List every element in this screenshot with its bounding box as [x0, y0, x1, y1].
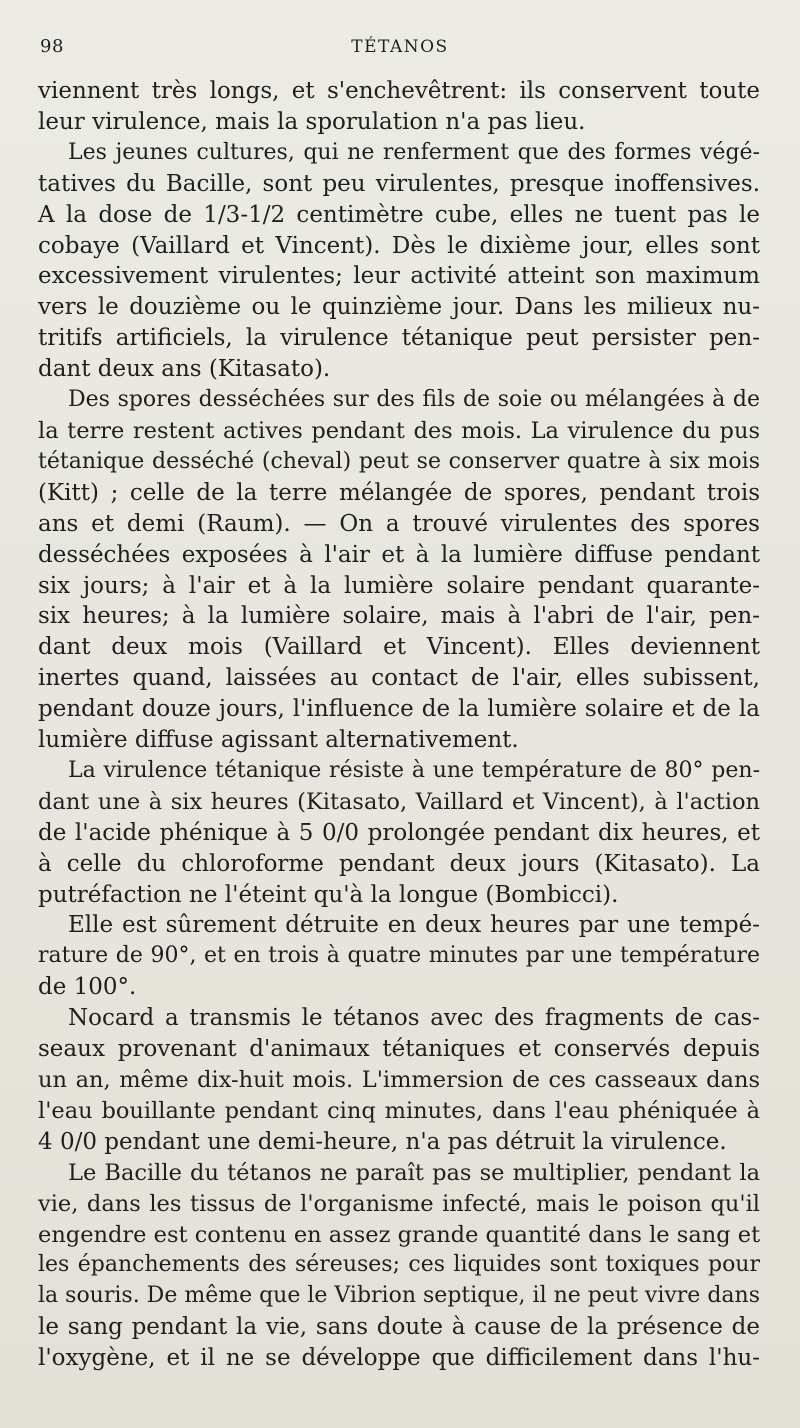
- text-line: Des spores desséchées sur des fils de soie ou mélangées à de: [68, 387, 760, 413]
- text-line: A la dose de 1/3-1/2 centimètre cube, elles ne tuent pas le: [38, 201, 760, 228]
- text-line: putréfaction ne l'éteint qu'à la longue (Bombicci).: [38, 881, 619, 908]
- text-line: Nocard a transmis le tétanos avec des fragments de cas-: [68, 1005, 760, 1032]
- text-line: vers le douzième ou le quinzième jour. Dans les milieux nu-: [38, 294, 760, 321]
- text-line: pendant douze jours, l'influence de la lumière solaire et de la: [38, 696, 760, 723]
- text-line: de 100°.: [38, 974, 137, 1001]
- running-head: [38, 34, 762, 60]
- text-line: Le Bacille du tétanos ne paraît pas se multiplier, pendant la: [68, 1159, 760, 1186]
- text-line: rature de 90°, et en trois à quatre minutes par une température: [38, 943, 760, 969]
- text-line: six heures; à la lumière solaire, mais à l'abri de l'air, pen-: [38, 603, 760, 630]
- text-line: les épanchements des séreuses; ces liquides sont toxiques pour: [38, 1252, 760, 1278]
- text-line: ans et demi (Raum). — On a trouvé virulentes des spores: [38, 510, 760, 537]
- text-line: seaux provenant d'animaux tétaniques et conservés depuis: [38, 1036, 760, 1063]
- text-line: la terre restent actives pendant des mois. La virulence du pus: [38, 417, 760, 444]
- text-line: lumière diffuse agissant alternativement.: [38, 727, 519, 754]
- text-line: Les jeunes cultures, qui ne renferment que des formes végé-: [68, 139, 760, 165]
- text-line: La virulence tétanique résiste à une température de 80° pen-: [68, 757, 760, 783]
- text-line: dant deux mois (Vaillard et Vincent). Elles deviennent: [38, 634, 760, 661]
- text-line: l'oxygène, et il ne se développe que difficilement dans l'hu-: [38, 1345, 760, 1372]
- text-line: Elle est sûrement détruite en deux heures par une tempé-: [68, 912, 760, 939]
- text-line: 4 0/0 pendant une demi-heure, n'a pas détruit la virulence.: [38, 1128, 727, 1155]
- text-line: dant deux ans (Kitasato).: [38, 356, 331, 383]
- page-number: 98: [40, 36, 64, 57]
- text-line: le sang pendant la vie, sans doute à cause de la présence de: [38, 1314, 760, 1341]
- text-line: tatives du Bacille, sont peu virulentes, presque inoffensives.: [38, 170, 760, 197]
- body-text: [38, 76, 760, 1374]
- text-line: desséchées exposées à l'air et à la lumière diffuse pendant: [38, 541, 760, 568]
- text-line: inertes quand, laissées au contact de l'air, elles subissent,: [38, 665, 760, 692]
- text-line: cobaye (Vaillard et Vincent). Dès le dixième jour, elles sont: [38, 232, 760, 259]
- text-line: tétanique desséché (cheval) peut se conserver quatre à six mois: [38, 448, 760, 474]
- text-line: dant une à six heures (Kitasato, Vaillard et Vincent), à l'action: [38, 788, 760, 815]
- text-line: à celle du chloroforme pendant deux jours (Kitasato). La: [38, 850, 760, 877]
- text-line: l'eau bouillante pendant cinq minutes, dans l'eau phéniquée à: [38, 1097, 760, 1124]
- text-line: viennent très longs, et s'enchevêtrent: ils conservent toute: [38, 78, 760, 104]
- text-line: leur virulence, mais la sporulation n'a pas lieu.: [38, 108, 586, 135]
- text-line: la souris. De même que le Vibrion septique, il ne peut vivre dans: [38, 1283, 760, 1309]
- text-line: vie, dans les tissus de l'organisme infecté, mais le poison qu'il: [38, 1190, 760, 1217]
- running-title: TÉTANOS: [351, 37, 449, 57]
- text-line: de l'acide phénique à 5 0/0 prolongée pendant dix heures, et: [38, 819, 760, 846]
- text-line: tritifs artificiels, la virulence tétanique peut persister pen-: [38, 325, 760, 352]
- text-line: excessivement virulentes; leur activité atteint son maximum: [38, 263, 760, 290]
- text-line: engendre est contenu en assez grande quantité dans le sang et: [38, 1221, 761, 1248]
- text-line: (Kitt) ; celle de la terre mélangée de spores, pendant trois: [38, 479, 760, 506]
- text-line: six jours; à l'air et à la lumière solaire pendant quarante-: [38, 572, 760, 599]
- text-line: un an, même dix-huit mois. L'immersion de ces casseaux dans: [38, 1067, 760, 1093]
